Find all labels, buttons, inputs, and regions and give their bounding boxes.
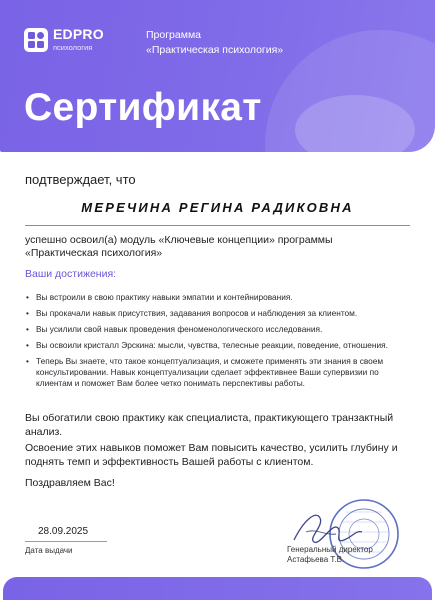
certificate-footer-bar [3, 577, 432, 600]
achievement-item: • Вы освоили кристалл Эрскина: мысли, чувства, телесные реакции, поведение, отношения. [25, 340, 410, 351]
issue-date: 28.09.2025 [38, 526, 89, 537]
recipient-name: МЕРЕЧИНА РЕГИНА РАДИКОВНА [81, 200, 354, 215]
program-label: Программа [146, 29, 202, 41]
name-underline [25, 225, 410, 226]
achievements-list [25, 292, 410, 389]
certificate-header [0, 0, 435, 152]
issue-date-label: Дата выдачи [25, 546, 73, 555]
module-line-2: «Практическая психология» [25, 247, 163, 259]
logo-brand: EDPRO [53, 26, 104, 42]
module-statement [25, 234, 405, 260]
module-line-1: успешно освоил(а) модуль «Ключевые концепции» программы [25, 234, 333, 246]
certificate-title: Сертификат [24, 86, 262, 129]
achievement-item: • Вы встроили в свою практику навыки эмпатии и контейнирования. [25, 292, 410, 303]
logo-subtitle: психология [53, 43, 93, 52]
signer-title: Генеральный директор [287, 545, 373, 554]
edpro-logo-icon [24, 28, 48, 52]
achievements-title: Ваши достижения: [25, 268, 117, 280]
achievement-item: • Вы усилили свой навык проведения феноменологического исследования. [25, 324, 410, 335]
signer-name: Астафьева Т.В. [287, 555, 345, 564]
achievement-item: • Вы прокачали навык присутствия, задавания вопросов и наблюдения за клиентом. [25, 308, 410, 319]
confirms-text: подтверждает, что [25, 172, 136, 187]
practice-paragraph: Вы обогатили свою практику как специалиста, практикующего транзактный анализ. [25, 412, 394, 438]
issue-date-line [25, 541, 107, 542]
program-name: «Практическая психология» [146, 44, 284, 56]
congratulations-text: Поздравляем Вас! [25, 477, 115, 489]
achievement-item: • Теперь Вы знаете, что такое концептуализация, и сможете применять эти знания в своем консультировании. Навык концептуализации сделает эффективнее Ваши супервизии по клиентам и поможет Вам более четко понимать перспективы работы. [25, 356, 410, 389]
skills-paragraph: Освоение этих навыков поможет Вам повысить качество, усилить глубину и поднять темп и эффективность Вашей работы с клиентом. [25, 442, 398, 468]
